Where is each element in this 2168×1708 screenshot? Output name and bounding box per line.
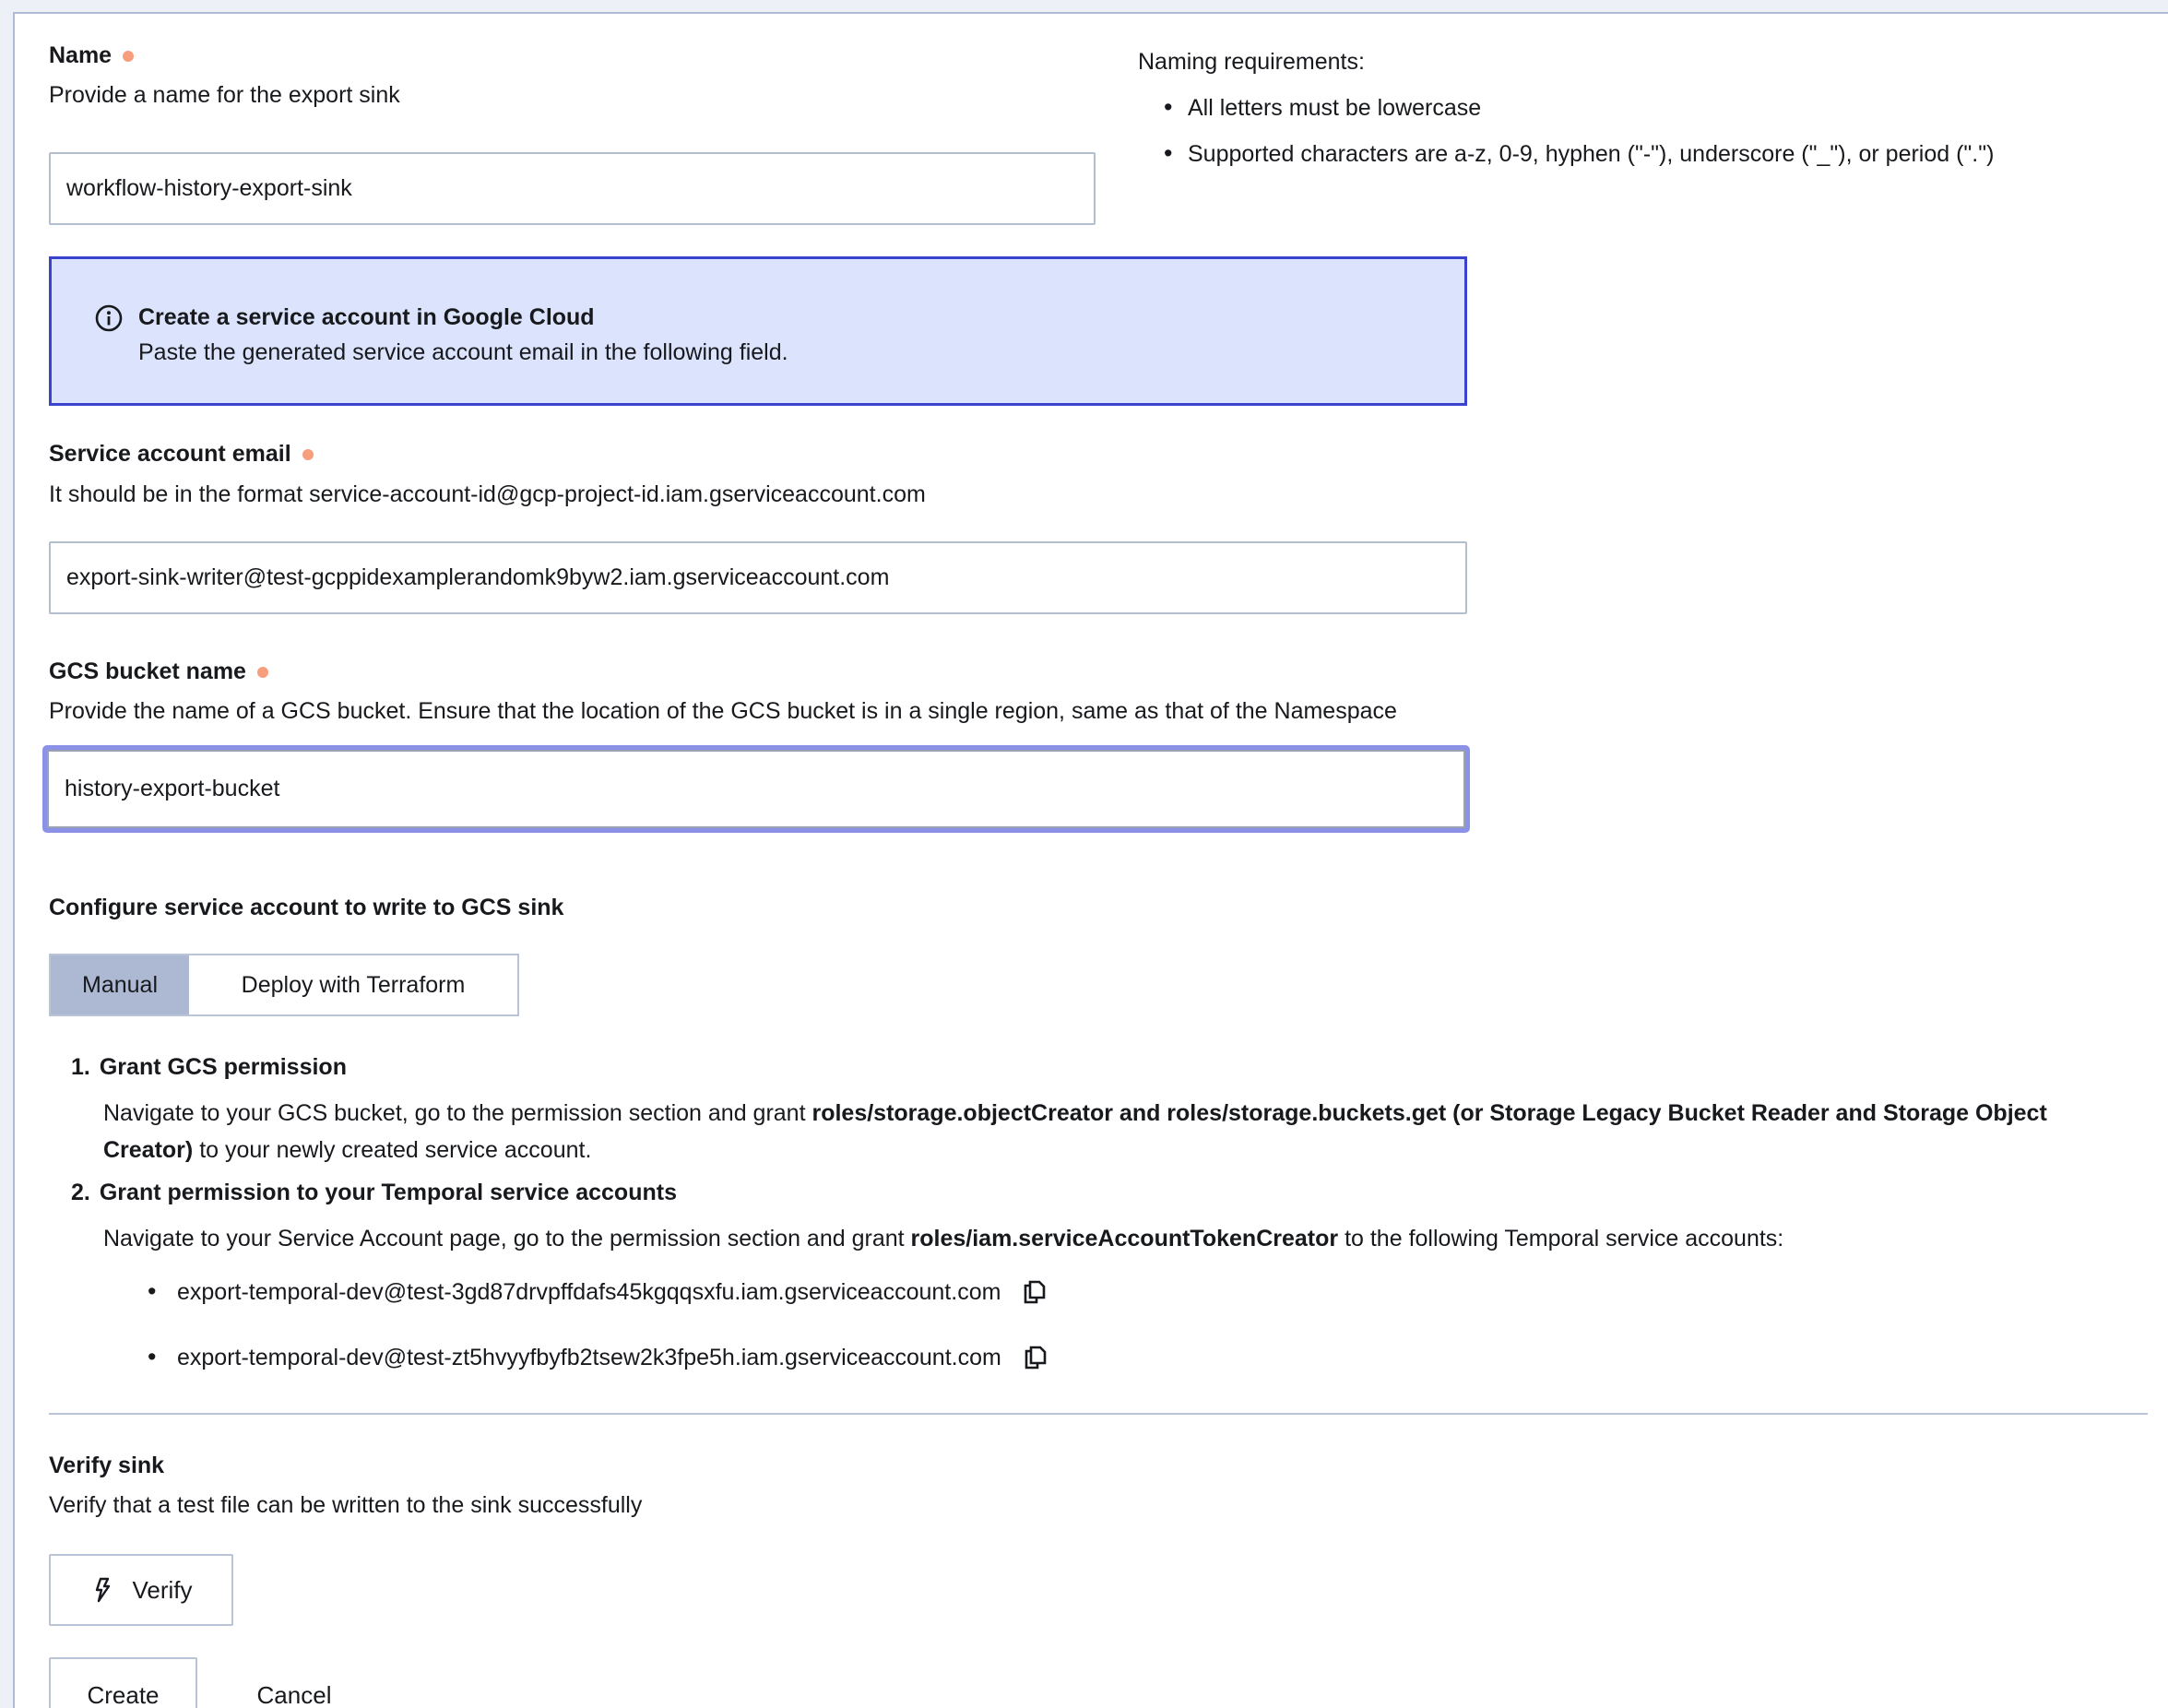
naming-requirement-item: • Supported characters are a-z, 0-9, hyphen ("-"), underscore ("_"), or period (".") <box>1162 139 2158 169</box>
naming-requirements-list <box>1162 93 2158 185</box>
info-banner-text <box>138 302 788 372</box>
step-2-body <box>103 1220 2127 1257</box>
step-2-body-prefix: Navigate to your Service Account page, go to the permission section and grant <box>103 1226 911 1251</box>
step-2-body-bold: roles/iam.serviceAccountTokenCreator <box>910 1226 1339 1251</box>
deploy-method-tabs <box>49 954 519 1016</box>
tab-manual-label: Manual <box>82 971 158 998</box>
step-2-body-suffix: to the following Temporal service accounts: <box>1338 1226 1784 1251</box>
name-input[interactable] <box>49 152 1096 225</box>
info-banner-description: Paste the generated service account email in the following field. <box>138 339 788 365</box>
step-2-title-text: Grant permission to your Temporal service accounts <box>99 1180 677 1205</box>
copy-icon[interactable] <box>1021 1278 1048 1306</box>
bucket-name-input[interactable] <box>47 750 1465 828</box>
export-sink-form-card <box>13 12 2168 1708</box>
list-item <box>144 1277 1049 1307</box>
service-account-label-row <box>49 441 314 468</box>
info-banner <box>49 256 1467 406</box>
create-button[interactable] <box>49 1657 197 1708</box>
info-icon <box>94 303 124 338</box>
cancel-button[interactable] <box>234 1657 354 1708</box>
service-account-description: It should be in the format service-account-id@gcp-project-id.iam.gserviceaccount.com <box>49 481 926 507</box>
create-button-label: Create <box>87 1680 160 1708</box>
required-dot-icon <box>123 51 134 62</box>
name-field-label-row <box>49 42 134 69</box>
info-banner-title: Create a service account in Google Cloud <box>138 304 595 330</box>
step-1-body-bold: roles/storage.objectCreator and roles/storage.buckets.get (or Storage Legacy Bucket Reader and Storage Object Creator) <box>103 1100 2047 1163</box>
required-dot-icon <box>302 449 314 460</box>
step-1-body-prefix: Navigate to your GCS bucket, go to the permission section and grant <box>103 1100 812 1126</box>
name-field-description: Provide a name for the export sink <box>49 82 400 108</box>
tab-manual[interactable] <box>51 955 189 1014</box>
temporal-service-account-email: • export-temporal-dev@test-zt5hvyyfbyfb2tsew2k3fpe5h.iam.gserviceaccount.com <box>177 1345 1001 1370</box>
tab-terraform-label: Deploy with Terraform <box>241 971 466 998</box>
step-2-title <box>71 1180 677 1206</box>
step-1-body <box>103 1095 2127 1168</box>
bucket-description: Provide the name of a GCS bucket. Ensure that the location of the GCS bucket is in a single region, same as that of the Namespace <box>49 698 1397 724</box>
bucket-input-focus-ring <box>42 745 1470 833</box>
verify-button-label: Verify <box>132 1575 193 1604</box>
list-item <box>144 1343 1049 1372</box>
bucket-label: GCS bucket name <box>49 658 246 684</box>
bucket-label-row <box>49 658 268 685</box>
required-dot-icon <box>257 667 268 678</box>
naming-requirements-title: Naming requirements: <box>1138 49 1365 75</box>
temporal-service-accounts-list <box>144 1277 1049 1408</box>
bolt-icon <box>89 1576 117 1604</box>
step-1-body-suffix: to your newly created service account. <box>193 1137 592 1163</box>
step-2-number: 2. <box>71 1180 90 1205</box>
verify-button[interactable] <box>49 1554 233 1626</box>
service-account-label: Service account email <box>49 441 291 467</box>
temporal-service-account-email: • export-temporal-dev@test-3gd87drvpffdafs45kgqqsxfu.iam.gserviceaccount.com <box>177 1279 1001 1305</box>
tab-deploy-with-terraform[interactable] <box>189 955 517 1014</box>
step-1-number: 1. <box>71 1054 90 1080</box>
naming-requirement-item: • All letters must be lowercase <box>1162 93 2158 123</box>
name-field-label: Name <box>49 42 113 68</box>
verify-sink-title: Verify sink <box>49 1453 165 1478</box>
divider <box>49 1413 2148 1415</box>
verify-sink-description: Verify that a test file can be written to the sink successfully <box>49 1492 643 1518</box>
step-1-title-text: Grant GCS permission <box>99 1054 347 1080</box>
copy-icon[interactable] <box>1022 1344 1049 1371</box>
configure-section-title: Configure service account to write to GCS sink <box>49 895 564 920</box>
cancel-button-label: Cancel <box>256 1680 332 1708</box>
service-account-email-input[interactable] <box>49 541 1467 614</box>
step-1-title <box>71 1054 347 1081</box>
